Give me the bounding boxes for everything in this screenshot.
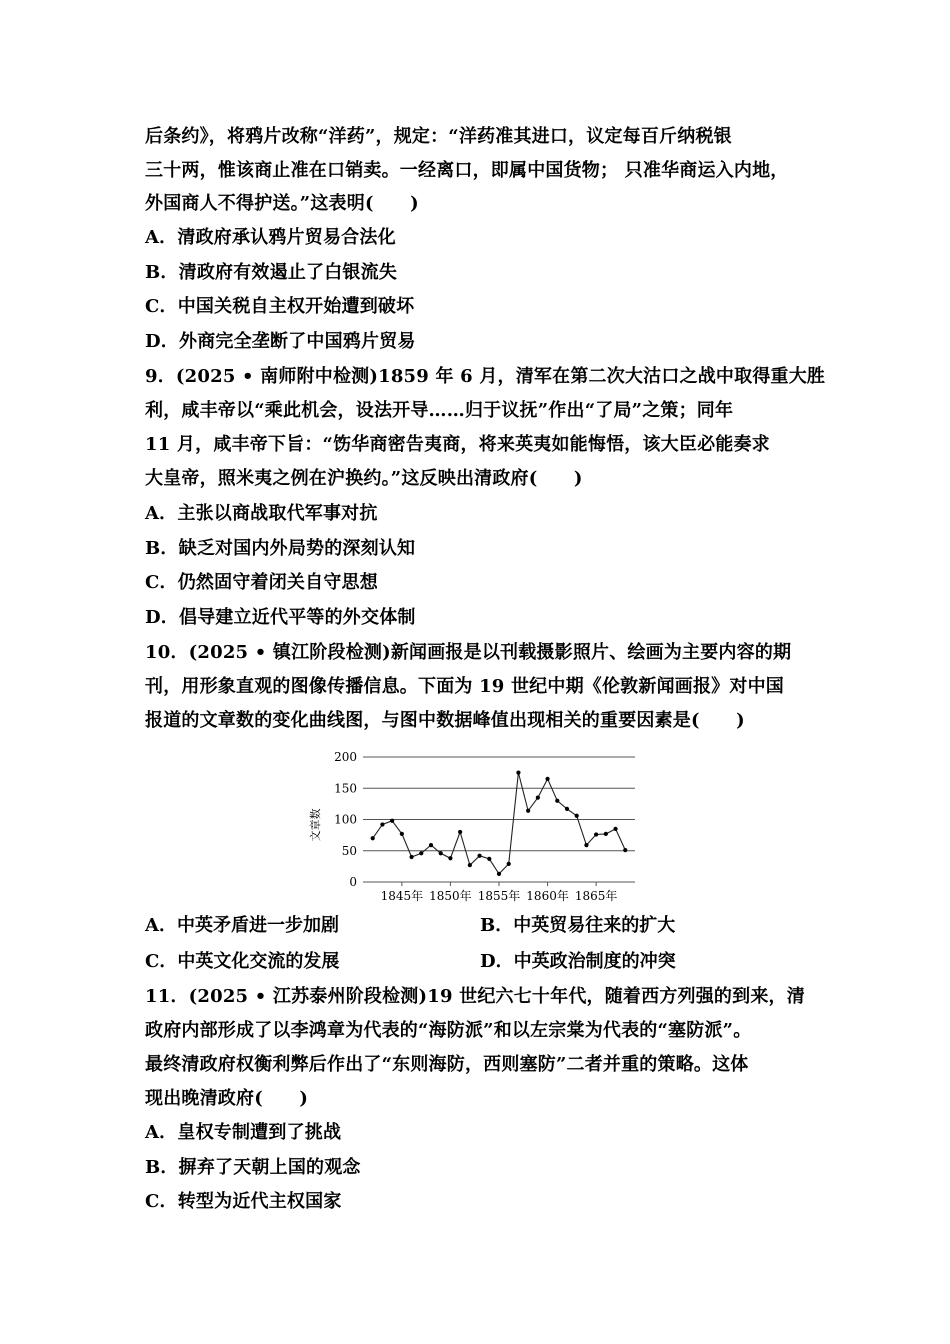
data-point: [487, 857, 491, 861]
y-tick-label: 50: [341, 843, 357, 858]
data-point: [584, 843, 588, 847]
q10-option-a: A．中英矛盾进一步加剧: [145, 915, 339, 936]
y-tick-label: 100: [334, 812, 357, 827]
q10-option-b: B．中英贸易往来的扩大: [480, 915, 676, 936]
q10-option-d: D．中英政治制度的冲突: [480, 951, 676, 972]
line-chart: [305, 745, 645, 910]
q8-stem-line-2: 三十两，惟该商止准在口销卖。一经离口，即属中国货物； 只准华商运入内地，: [145, 160, 789, 181]
data-point: [439, 851, 443, 855]
y-tick-label: 0: [349, 875, 357, 889]
q10-stem-line-2: 刊，用形象直观的图像传播信息。下面为 19 世纪中期《伦敦新闻画报》对中国: [145, 676, 784, 697]
data-point: [477, 854, 481, 858]
data-point: [516, 771, 520, 775]
q10-stem-line-3: 报道的文章数的变化曲线图，与图中数据峰值出现相关的重要因素是( ): [145, 710, 745, 731]
x-tick-label: 1860年: [526, 889, 569, 903]
data-points: [371, 771, 628, 876]
data-point: [468, 863, 472, 867]
data-point: [575, 814, 579, 818]
x-tick-label: 1865年: [574, 889, 618, 903]
y-tick-label: 200: [334, 750, 357, 764]
q9-stem-line-3: 11 月，咸丰帝下旨：“饬华商密告夷商，将来英夷如能悔悟，该大臣必能奏求: [145, 434, 770, 455]
q9-option-a: A．主张以商战取代军事对抗: [145, 503, 378, 524]
y-axis-label: 文章数: [309, 808, 322, 842]
q8-stem-line-3: 外国商人不得护送。”这表明( ): [145, 193, 419, 214]
q11-stem-line-1: 11．(2025 • 江苏泰州阶段检测)19 世纪六七十年代，随着西方列强的到来，清: [145, 986, 805, 1007]
data-point: [555, 799, 559, 803]
x-tick-labels: [381, 882, 618, 903]
x-tick-label: 1845年: [380, 889, 424, 903]
data-point: [400, 832, 404, 836]
article-count-chart: [305, 745, 645, 910]
data-point: [371, 836, 375, 840]
chart-grid: [363, 757, 635, 882]
data-point: [448, 856, 452, 860]
data-point: [536, 796, 540, 800]
q9-stem-line-1: 9．(2025 • 南师附中检测)1859 年 6 月，清军在第二次大沽口之战中取得重大胜: [145, 366, 826, 387]
q11-option-b: B．摒弃了天朝上国的观念: [145, 1157, 361, 1178]
q9-option-b: B．缺乏对国内外局势的深刻认知: [145, 538, 416, 559]
q11-option-c: C．转型为近代主权国家: [145, 1191, 342, 1212]
data-point: [429, 843, 433, 847]
q9-option-d: D．倡导建立近代平等的外交体制: [145, 607, 416, 628]
q10-option-c: C．中英文化交流的发展: [145, 951, 340, 972]
q9-stem-line-2: 利，咸丰帝以“乘此机会，设法开导……归于议抚”作出“了局”之策；同年: [145, 400, 734, 421]
q8-option-d: D．外商完全垄断了中国鸦片贸易: [145, 331, 416, 352]
data-point: [380, 822, 384, 826]
data-point: [390, 819, 394, 823]
q11-stem-line-2: 政府内部形成了以李鸿章为代表的“海防派”和以左宗棠为代表的“塞防派”。: [145, 1020, 752, 1041]
q11-stem-line-4: 现出晚清政府( ): [145, 1088, 309, 1109]
data-point: [604, 832, 608, 836]
q11-option-a: A．皇权专制遭到了挑战: [145, 1122, 342, 1143]
data-point: [623, 848, 627, 852]
data-point: [613, 827, 617, 831]
data-point: [458, 830, 462, 834]
q8-option-b: B．清政府有效遏止了白银流失: [145, 262, 398, 283]
x-tick-label: 1855年: [477, 889, 521, 903]
data-point: [526, 809, 530, 813]
data-point: [507, 862, 511, 866]
data-point: [545, 777, 549, 781]
q8-stem-line-1: 后条约》，将鸦片改称“洋药”，规定：“洋药准其进口，议定每百斤纳税银: [145, 126, 732, 147]
y-tick-label: 150: [334, 781, 357, 796]
data-point: [565, 807, 569, 811]
q8-option-a: A．清政府承认鸦片贸易合法化: [145, 227, 396, 248]
q9-option-c: C．仍然固守着闭关自守思想: [145, 572, 378, 593]
data-point: [497, 872, 501, 876]
q10-stem-line-1: 10．(2025 • 镇江阶段检测)新闻画报是以刊载摄影照片、绘画为主要内容的期: [145, 642, 792, 663]
y-tick-labels: [334, 750, 357, 889]
q8-option-c: C．中国关税自主权开始遭到破坏: [145, 296, 415, 317]
q9-stem-line-4: 大皇帝，照米夷之例在沪换约。”这反映出清政府( ): [145, 468, 583, 489]
x-tick-label: 1850年: [429, 889, 472, 903]
data-point: [594, 832, 598, 836]
data-point: [419, 851, 423, 855]
data-point: [409, 855, 413, 859]
q11-stem-line-3: 最终清政府权衡利弊后作出了“东则海防，西则塞防”二者并重的策略。这体: [145, 1054, 749, 1075]
